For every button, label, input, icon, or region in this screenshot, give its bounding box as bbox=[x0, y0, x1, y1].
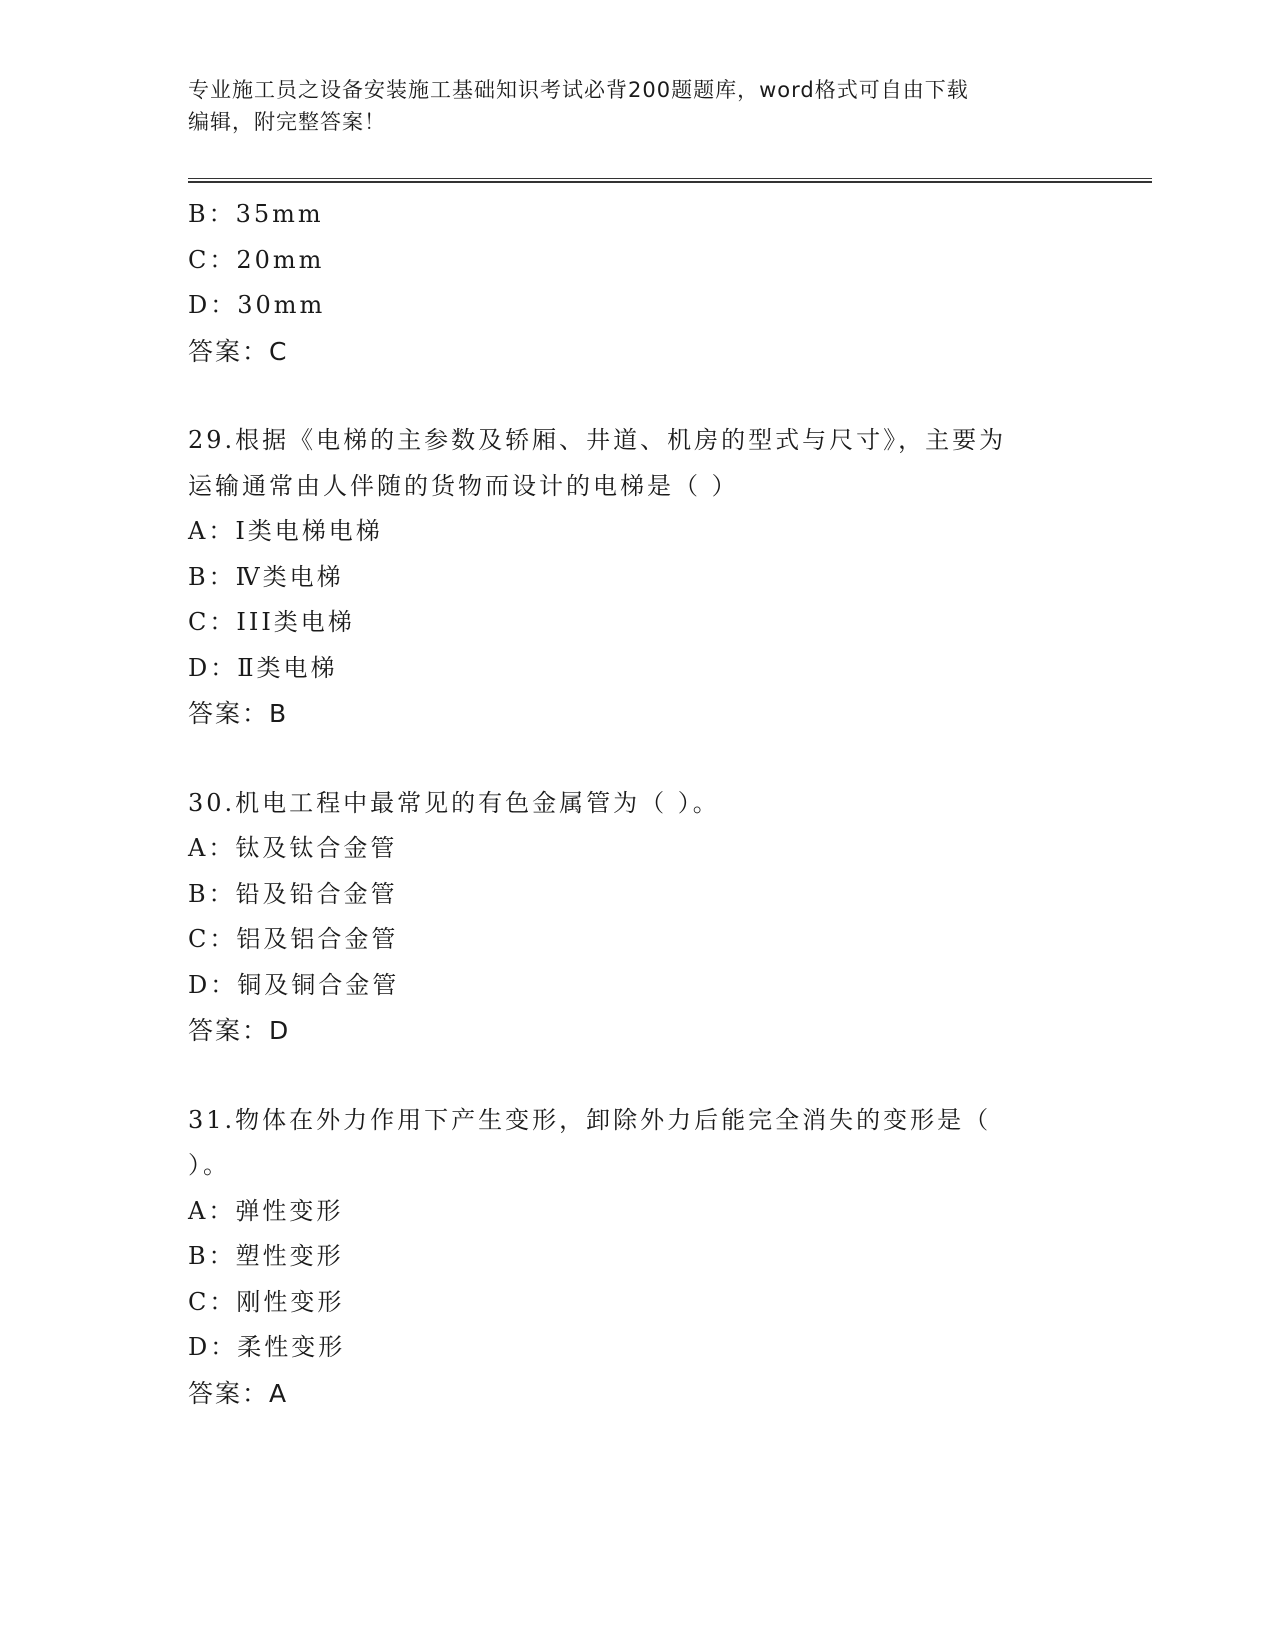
header-divider bbox=[188, 178, 1152, 183]
option-d: D：铜及铜合金管 bbox=[188, 970, 400, 999]
page-header bbox=[188, 74, 1088, 138]
question-stem: ）。 bbox=[188, 1151, 230, 1179]
answer: 答案：A bbox=[188, 1378, 289, 1408]
option-b: B：35mm bbox=[188, 200, 324, 228]
question-31 bbox=[188, 1098, 1088, 1417]
option-b: B：塑性变形 bbox=[188, 1242, 344, 1270]
option-a: A：Ⅰ类电梯电梯 bbox=[188, 517, 383, 545]
question-stem: 运输通常由人伴随的货物而设计的电梯是（ ） bbox=[188, 471, 739, 500]
answer: 答案：C bbox=[188, 336, 289, 366]
option-a: A：弹性变形 bbox=[188, 1196, 344, 1225]
question-29 bbox=[188, 418, 1088, 737]
question-stem: 31.物体在外力作用下产生变形，卸除外力后能完全消失的变形是（ bbox=[188, 1105, 992, 1134]
header-line-2: 编辑，附完整答案！ bbox=[188, 110, 386, 134]
question-30 bbox=[188, 781, 1088, 1054]
option-b: B：铅及铅合金管 bbox=[188, 879, 398, 908]
question-stem: 30.机电工程中最常见的有色金属管为（ ）。 bbox=[188, 788, 720, 817]
option-d: D：30mm bbox=[188, 291, 326, 319]
question-stem: 29.根据《电梯的主参数及轿厢、井道、机房的型式与尺寸》，主要为 bbox=[188, 426, 1007, 454]
option-b: B：Ⅳ类电梯 bbox=[188, 562, 344, 591]
option-c: C：铝及铝合金管 bbox=[188, 925, 399, 953]
document-body bbox=[188, 192, 1088, 1416]
header-line-1: 专业施工员之设备安装施工基础知识考试必背200题题库，word格式可自由下载 bbox=[188, 78, 969, 102]
option-c: C：刚性变形 bbox=[188, 1287, 345, 1316]
answer: 答案：D bbox=[188, 1016, 291, 1045]
option-a: A：钛及钛合金管 bbox=[188, 834, 398, 862]
option-d: D：Ⅱ类电梯 bbox=[188, 653, 338, 682]
partial-question bbox=[188, 192, 1088, 374]
option-c: C：III类电梯 bbox=[188, 608, 355, 636]
option-d: D：柔性变形 bbox=[188, 1333, 346, 1361]
answer: 答案：B bbox=[188, 699, 289, 728]
option-c: C：20mm bbox=[188, 245, 325, 274]
